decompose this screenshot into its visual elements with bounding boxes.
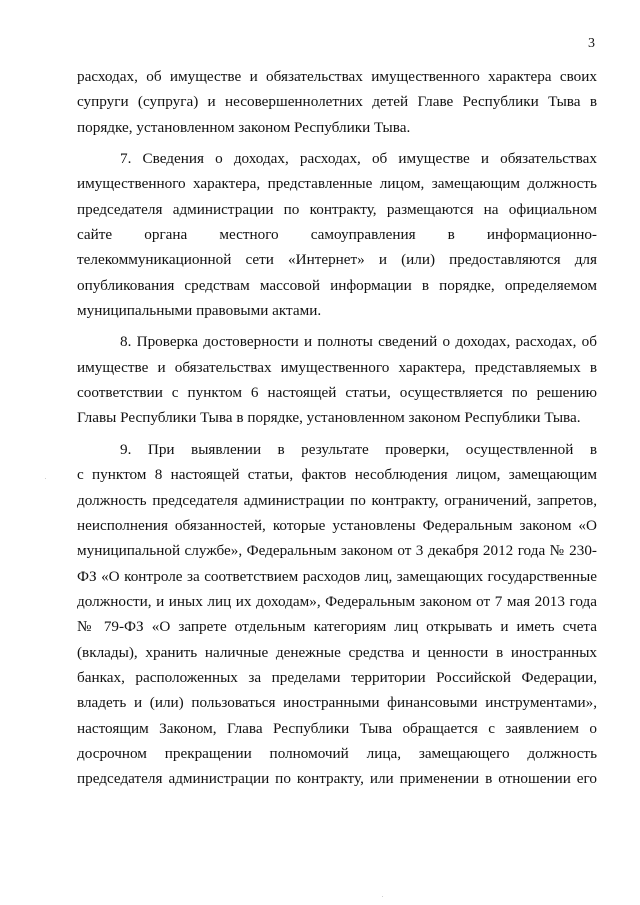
paragraph-8-first-line: 8. Проверка достоверности и полноты сведений о доходах, расходах, об (120, 333, 597, 351)
paragraph-7-first-line: 7. Сведения о доходах, расходах, об имуществе и обязательствах (120, 150, 597, 168)
text-line: неисполнения обязанностей, которые установлены Федеральным законом «О (77, 516, 597, 534)
text-line: с пунктом 8 настоящей статьи, фактов несоблюдения лицом, замещающим (77, 466, 597, 484)
text-line: порядке, установленном законом Республики Тыва. (77, 118, 411, 136)
text-line: имуществе и обязательствах имущественного характера, представляемых в (77, 358, 597, 376)
scan-dust-mark (45, 478, 46, 479)
paragraph-9-first-line: 9. При выявлении в результате проверки, осуществленной в (120, 440, 597, 458)
text-line: должность председателя администрации по контракту, ограничений, запретов, (77, 491, 597, 509)
text-line: опубликования средствам массовой информации в порядке, определяемом (77, 276, 597, 294)
text-line: владеть и (или) пользоваться иностранными финансовыми инструментами», (77, 694, 597, 712)
text-line: председателя администрации по контракту, или применении в отношении его (77, 770, 597, 788)
text-line: (вклады), хранить наличные денежные средства и ценности в иностранных (77, 643, 597, 661)
text-line: муниципальными правовыми актами. (77, 302, 322, 320)
text-line: должности, и иных лиц их доходам», Федеральным законом от 7 мая 2013 года (77, 592, 597, 610)
text-line: банках, расположенных за пределами территории Российской Федерации, (77, 668, 597, 686)
page-number: 3 (588, 36, 595, 51)
text-line: супруги (супруга) и несовершеннолетних детей Главе Республики Тыва в (77, 93, 597, 111)
text-line: сайте органа местного самоуправления в информационно- (77, 226, 597, 244)
text-line: имущественного характера, представленные лицом, замещающим должность (77, 175, 597, 193)
document-body (77, 64, 597, 792)
text-line: ФЗ «О контроле за соответствием расходов лиц, замещающих государственные (77, 567, 597, 585)
text-line: председателя администрации по контракту, размещаются на официальном (77, 200, 597, 218)
text-line: соответствии с пунктом 6 настоящей статьи, осуществляется по решению (77, 384, 597, 402)
text-line: досрочном прекращении полномочий лица, замещающего должность (77, 744, 597, 762)
text-line: Главы Республики Тыва в порядке, установленном законом Республики Тыва. (77, 409, 581, 427)
text-line: телекоммуникационной сети «Интернет» и (или) предоставляются для (77, 251, 597, 269)
text-line: расходах, об имуществе и обязательствах имущественного характера своих (77, 68, 597, 85)
scan-dust-mark (382, 896, 383, 897)
text-line: № 79-ФЗ «О запрете отдельным категориям лиц открывать и иметь счета (77, 618, 597, 636)
text-line: настоящим Законом, Глава Республики Тыва обращается с заявлением о (77, 719, 597, 737)
text-line: муниципальной службе», Федеральным законом от 3 декабря 2012 года № 230- (77, 542, 597, 560)
